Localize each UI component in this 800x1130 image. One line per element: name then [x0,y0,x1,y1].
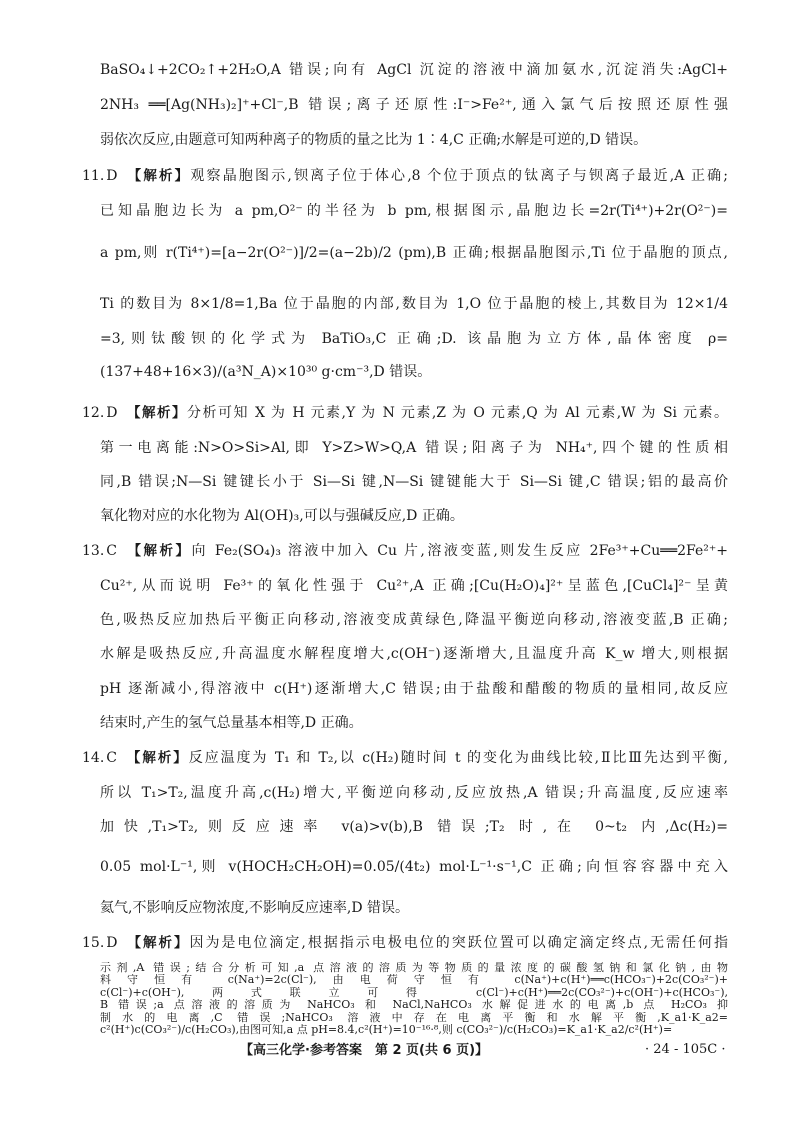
text-line: Cu²⁺,从而说明 Fe³⁺的氧化性强于 Cu²⁺,A 正确;[Cu(H₂O)₄]²⁺呈蓝色,[CuCl₄]²⁻呈黄 [100,578,728,594]
text-line: 水解是吸热反应,升高温度水解程度增大,c(OH⁻)逐渐增大,且温度升高 K_w 增大,则根据 [100,646,728,662]
question-11-header [82,162,728,190]
footer-code: · 24 - 105C · [645,1042,726,1057]
text-line: 0.05 mol·L⁻¹,则 v(HOCH₂CH₂OH)=0.05/(4t₂) mol·L⁻¹·s⁻¹,C 正确;向恒容容器中充入 [100,859,728,875]
question-number: 13. [82,543,105,559]
text-line: B 错误;a 点溶液的溶质为 NaHCO₃ 和 NaCl,NaHCO₃ 水解促进水的电离,b 点 H₂CO₃ 抑 [100,999,728,1012]
text-line: pH 逐渐减小,得溶液中 c(H⁺)逐渐增大,C 错误;由于盐酸和醋酸的物质的量相同,故反应 [100,681,728,697]
text-line: =3,则钛酸钡的化学式为 BaTiO₃,C 正确;D. 该晶胞为立方体,晶体密度 ρ= [100,331,728,347]
text-line: Ti 的数目为 8×1/8=1,Ba 位于晶胞的内部,数目为 1,O 位于晶胞的棱上,其数目为 12×1/4 [100,296,728,312]
text-line: 加快,T₁>T₂,则反应速率 v(a)>v(b),B 错误;T₂ 时,在 0~t₂ 内,Δc(H₂)= [100,819,728,835]
analysis-text: 向 Fe₂(SO₄)₃ 溶液中加入 Cu 片,溶液变蓝,则发生反应 2Fe³⁺+Cu══2Fe²⁺+ [191,543,728,559]
answer-letter: D [106,168,118,184]
text-line: 氧化物对应的水化物为 Al(OH)₃,可以与强碱反应,D 正确。 [100,508,464,524]
question-number: 15. [82,935,105,951]
text-line: a pm,则 r(Ti⁴⁺)=[a−2r(O²⁻)]/2=(a−2b)/2 (pm),B 正确;根据晶胞图示,Ti 位于晶胞的顶点, [100,245,728,261]
analysis-text: 反应温度为 T₁ 和 T₂,以 c(H₂)随时间 t 的变化为曲线比较,Ⅱ比Ⅲ先达到平衡, [188,750,728,766]
question-number: 12. [82,405,105,421]
analysis-text: 因为是电位滴定,根据指示电极电位的突跃位置可以确定滴定终点,无需任何指 [189,935,728,951]
text-line: (137+48+16×3)/(a³N_A)×10³⁰ g·cm⁻³,D 错误。 [100,364,432,380]
question-13-header [82,537,728,565]
question-14-header [82,744,728,772]
text-line: 料守恒有 c(Na⁺)=2c(Cl⁻),由电荷守恒有 c(Na⁺)+c(H⁺)══c(HCO₃⁻)+2c(CO₃²⁻)+ [100,974,728,987]
footer-title: 【高三化学·参考答案 第 2 页(共 6 页)】 [240,1043,489,1058]
question-number: 14. [82,750,105,766]
analysis-tag: 【解析】 [125,405,188,421]
text-line: 制水的电离,C 错误;NaHCO₃ 溶液中存在电离平衡和水解平衡,K_a1·K_a2= [100,1011,728,1024]
text-line: 第一电离能:N>O>Si>Al,即 Y>Z>W>Q,A 错误;阳离子为 NH₄⁺,四个键的性质相 [100,440,728,456]
page-footer [240,1038,800,1062]
question-12-header [82,399,728,427]
analysis-tag: 【解析】 [124,543,192,559]
text-line: 同,B 错误;N—Si 键键长小于 Si—Si 键,N—Si 键键能大于 Si—Si 键,C 错误;铝的最高价 [100,474,728,490]
text-line: 色,吸热反应加热后平衡正向移动,溶液变成黄绿色,降温平衡逆向移动,溶液变蓝,B 正确; [100,612,728,628]
analysis-text: 观察晶胞图示,钡离子位于体心,8 个位于顶点的钛离子与钡离子最近,A 正确; [190,168,728,184]
answer-letter: D [106,405,118,421]
analysis-text: 分析可知 X 为 H 元素,Y 为 N 元素,Z 为 O 元素,Q 为 Al 元素,W 为 Si 元素。 [187,405,728,421]
text-line: 弱依次反应,由题意可知两种离子的物质的量之比为 1∶4,C 正确;水解是可逆的,D 错误。 [100,132,648,148]
answer-letter: C [106,543,117,559]
question-number: 11. [82,168,105,184]
text-line: 2NH₃ ══[Ag(NH₃)₂]⁺+Cl⁻,B 错误;离子还原性:I⁻>Fe²⁺,通入氯气后按照还原性强 [100,97,728,113]
analysis-tag: 【解析】 [125,935,190,951]
text-line: 氦气,不影响反应物浓度,不影响反应速率,D 错误。 [100,900,410,916]
text-line: 结束时,产生的氢气总量基本相等,D 正确。 [100,715,363,731]
answer-letter: D [106,935,118,951]
answer-letter: C [106,750,117,766]
analysis-tag: 【解析】 [125,168,191,184]
text-line: 示剂,A 错误;结合分析可知,a 点溶液的溶质为等物质的量浓度的碳酸氢钠和氯化钠,由物 [100,962,728,974]
text-line: c²(H⁺)c(CO₃²⁻)/c(H₂CO₃),由图可知,a 点 pH=8.4,c²(H⁺)=10⁻¹⁶·⁸,则 c(CO₃²⁻)/c(H₂CO₃)=K_a1·K_a2/c²(H⁺)= [100,1024,673,1036]
text-line: c(Cl⁻)+c(OH⁻),两式联立可得 c(Cl⁻)+c(H⁺)══2c(CO₃²⁻)+c(OH⁻)+c(HCO₃⁻), [100,986,728,999]
text-line: 已知晶胞边长为 a pm,O²⁻的半径为 b pm,根据图示,晶胞边长=2r(Ti⁴⁺)+2r(O²⁻)= [100,203,728,219]
question-15-header [82,929,728,957]
text-line: 所以 T₁>T₂,温度升高,c(H₂)增大,平衡逆向移动,反应放热,A 错误;升高温度,反应速率 [100,785,728,801]
text-line: BaSO₄↓+2CO₂↑+2H₂O,A 错误;向有 AgCl 沉淀的溶液中滴加氨水,沉淀消失:AgCl+ [100,62,728,78]
analysis-tag: 【解析】 [124,750,189,766]
